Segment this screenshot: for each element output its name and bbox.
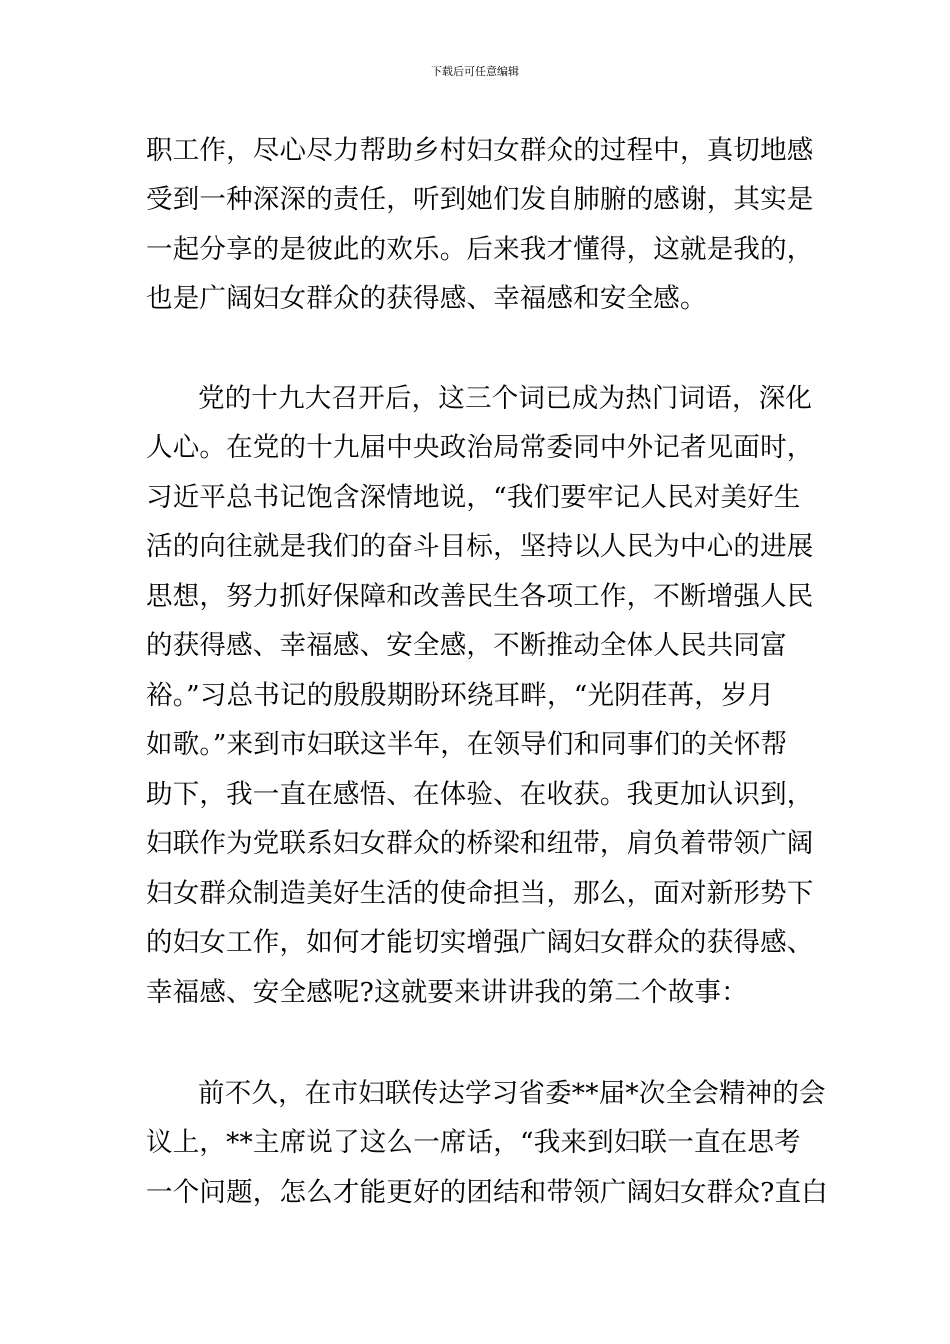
body-line: 职工作，尽心尽力帮助乡村妇女群众的过程中，真切地感 [146,135,814,166]
body-line: 议上，**主席说了这么一席话，“我来到妇联一直在思考 [146,1127,801,1158]
body-line: 的获得感、幸福感、安全感，不断推动全体人民共同富 [146,630,787,661]
body-line: 一起分享的是彼此的欢乐。后来我才懂得，这就是我的， [146,234,814,265]
body-line: 助下，我一直在感悟、在体验、在收获。我更加认识到， [146,779,814,810]
body-line: 活的向往就是我们的奋斗目标，坚持以人民为中心的进展 [146,531,814,562]
body-line: 如歌。”来到市妇联这半年，在领导们和同事们的关怀帮 [146,729,788,760]
body-line: 人心。在党的十九届中央政治局常委同中外记者见面时， [146,432,814,463]
body-line: 一个问题，怎么才能更好的团结和带领广阔妇女群众?直白 [146,1177,828,1208]
body-line: 思想，努力抓好保障和改善民生各项工作，不断增强人民 [146,581,814,612]
body-line: 受到一种深深的责任，听到她们发自肺腑的感谢，其实是 [146,184,814,215]
body-line: 的妇女工作，如何才能切实增强广阔妇女群众的获得感、 [146,927,814,958]
paragraph-first-line: 党的十九大召开后，这三个词已成为热门词语，深化 [198,383,813,414]
body-line: 妇女群众制造美好生活的使命担当，那么，面对新形势下 [146,878,814,909]
body-line: 裕。”习总书记的殷殷期盼环绕耳畔，“光阴荏苒，岁月 [146,680,775,711]
body-line: 幸福感、安全感呢?这就要来讲讲我的第二个故事： [146,977,748,1008]
page-header: 下载后可任意编辑 [431,65,519,78]
body-line: 习近平总书记饱含深情地说，“我们要牢记人民对美好生 [146,482,801,513]
paragraph-first-line: 前不久，在市妇联传达学习省委**届*次全会精神的会 [198,1078,826,1109]
body-line: 也是广阔妇女群众的获得感、幸福感和安全感。 [146,283,707,314]
body-line: 妇联作为党联系妇女群众的桥梁和纽带，肩负着带领广阔 [146,828,814,859]
